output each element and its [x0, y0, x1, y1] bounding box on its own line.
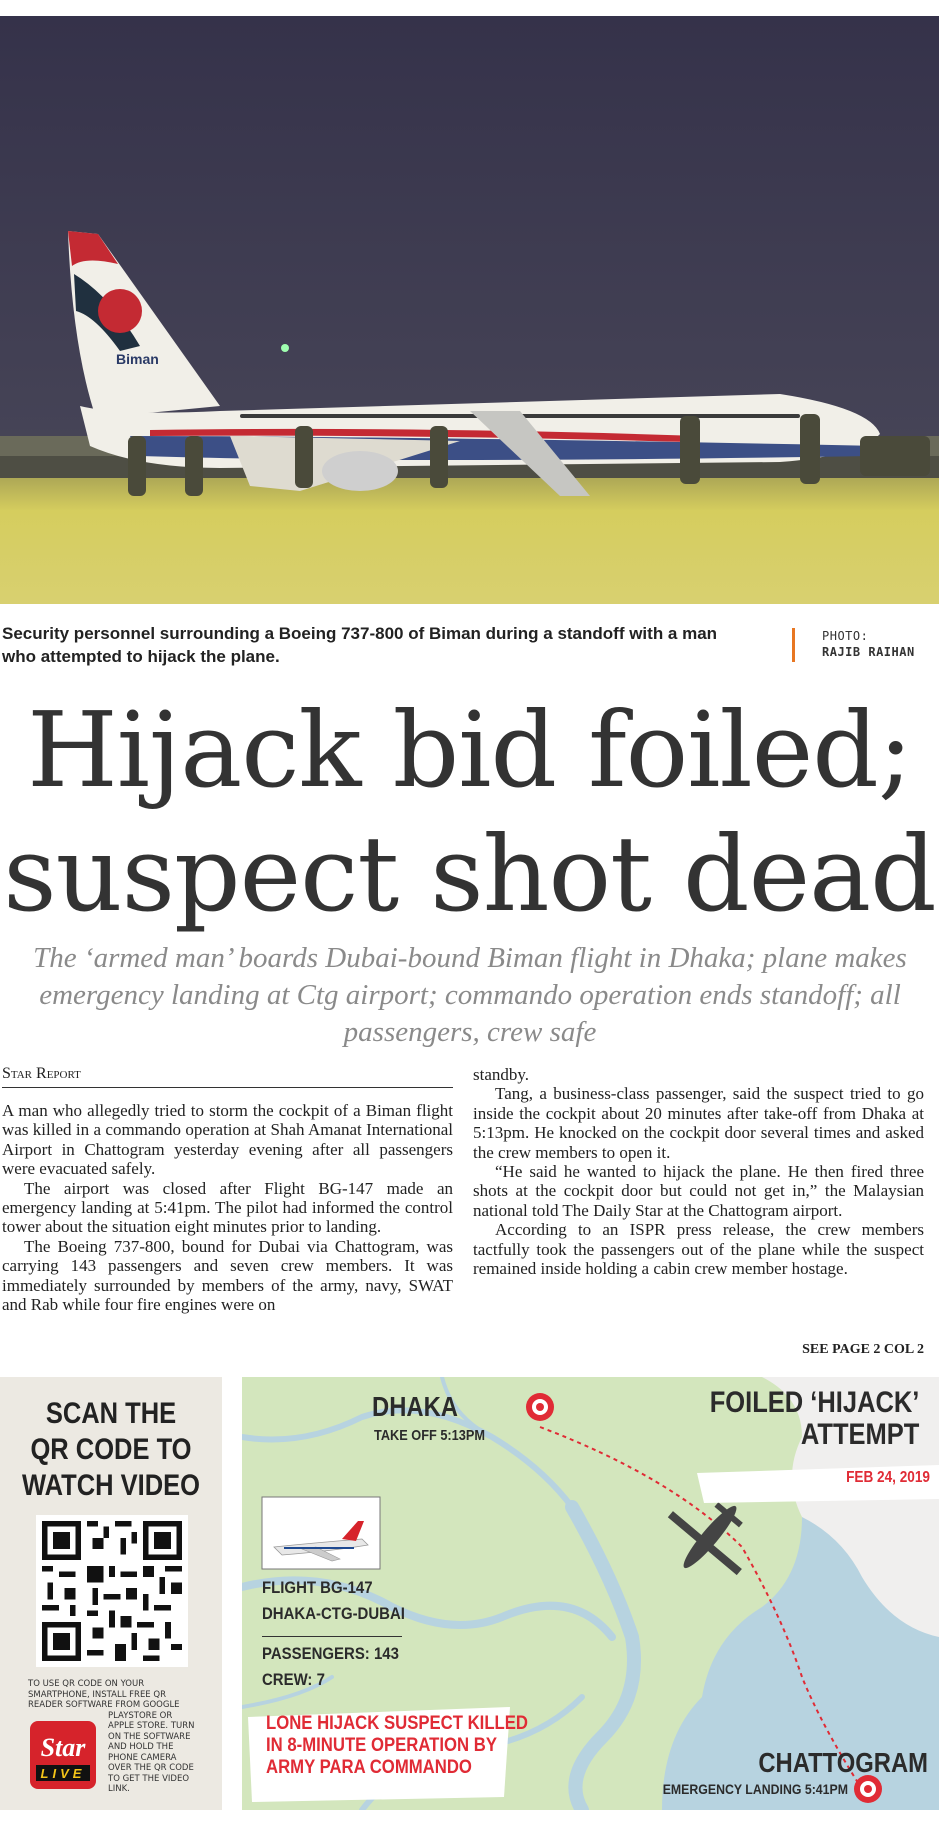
- map-date: FEB 24, 2019: [846, 1469, 930, 1486]
- paragraph: A man who allegedly tried to storm the cockpit of a Biman flight was killed in a commando operation at Shah Amanat International Airport in Chattogram yesterday evening after all passengers were evacuated safely.: [2, 1101, 453, 1179]
- flight-info: [262, 1575, 405, 1627]
- chattogram-detail: EMERGENCY LANDING 5:41PM: [662, 1781, 848, 1797]
- photo-credit-label: PHOTO:: [822, 629, 869, 643]
- map-callout-line: IN 8-MINUTE OPERATION BY: [266, 1735, 497, 1756]
- flight-number: FLIGHT BG-147: [262, 1578, 373, 1597]
- byline: Star Report: [2, 1065, 453, 1088]
- dhaka-label: DHAKA: [372, 1391, 458, 1422]
- crew-count: CREW: 7: [262, 1670, 325, 1689]
- flight-info-divider: [262, 1636, 402, 1637]
- headline-line-2: suspect shot dead: [3, 813, 936, 935]
- news-photo: [0, 16, 939, 604]
- map-title: [678, 1387, 919, 1451]
- flight-route: DHAKA-CTG-DUBAI: [262, 1604, 405, 1623]
- photo-credit: [822, 628, 915, 660]
- map-callout: [266, 1713, 528, 1779]
- map-callout-line: ARMY PARA COMMANDO: [266, 1757, 472, 1778]
- paragraph: standby.: [473, 1065, 530, 1084]
- paragraph: The airport was closed after Flight BG-147 made an emergency landing at 5:41pm. The pilot had informed the control tower about the situation eight minutes prior to landing.: [2, 1178, 453, 1237]
- logo-star-text: Star: [40, 1733, 86, 1762]
- star-live-logo[interactable]: [30, 1721, 96, 1789]
- headline: [0, 688, 939, 936]
- paragraph: Tang, a business-class passenger, said the suspect tried to go inside the cockpit about 20 minutes after take-off from Dhaka at 5:13pm. He knocked on the cockpit door several times and asked the crew members to open it.: [473, 1084, 924, 1162]
- logo-live-text: LIVE: [40, 1766, 86, 1781]
- dhaka-marker[interactable]: [526, 1393, 554, 1421]
- chattogram-marker[interactable]: [854, 1775, 882, 1803]
- continued-notice[interactable]: SEE PAGE 2 COL 2: [802, 1342, 924, 1357]
- photo-caption: Security personnel surrounding a Boeing 737-800 of Biman during a standoff with a man who attempted to hijack the plane.: [2, 624, 718, 666]
- dhaka-detail: TAKE OFF 5:13PM: [374, 1427, 485, 1444]
- qr-instructions-text: TO USE QR CODE ON YOUR SMARTPHONE, INSTALL FREE QR READER SOFTWARE FROM GOOGLE: [28, 1679, 180, 1710]
- chattogram-label: CHATTOGRAM: [758, 1747, 928, 1778]
- qr-title-line: QR CODE TO: [30, 1433, 192, 1466]
- paragraph: The Boeing 737-800, bound for Dubai via Chattogram, was carrying 143 passengers and seven crew members. It was immediately surrounded by members of the army, navy, SWAT and Rab while four fire engines were on: [2, 1236, 453, 1315]
- map-callout-line: LONE HIJACK SUSPECT KILLED: [266, 1713, 528, 1734]
- passenger-info: [262, 1641, 399, 1693]
- livery-text: Biman: [116, 351, 159, 367]
- credit-divider: [792, 628, 795, 662]
- passenger-count: PASSENGERS: 143: [262, 1644, 399, 1663]
- qr-title-line: WATCH VIDEO: [21, 1469, 201, 1502]
- paragraph: “He said he wanted to hijack the plane. He then fired three shots at the cockpit door but could not get in,” the Malaysian national told The Daily Star at the Chattogram airport.: [473, 1162, 924, 1220]
- map-title-line: FOILED ‘HIJACK’: [709, 1386, 920, 1419]
- article-column-2: [473, 1065, 924, 1278]
- qr-title: [17, 1396, 206, 1504]
- headline-line-1: Hijack bid foiled;: [27, 689, 912, 811]
- subheadline: The ‘armed man’ boards Dubai-bound Biman flight in Dhaka; plane makes emergency landing at Ctg airport; commando operation ends standoff; all passengers, crew safe: [33, 942, 907, 1048]
- qr-code[interactable]: [36, 1515, 188, 1667]
- qr-instructions-text: PLAYSTORE OR APPLE STORE. TURN ON THE SOFTWARE AND HOLD THE PHONE CAMERA OVER THE QR CODE TO GET THE VIDEO LINK.: [108, 1710, 195, 1794]
- qr-title-line: SCAN THE: [45, 1397, 177, 1430]
- map-title-line: ATTEMPT: [800, 1418, 920, 1451]
- photo-credit-name: RAJIB RAIHAN: [822, 645, 915, 659]
- paragraph: According to an ISPR press release, the crew members tactfully took the passengers out of the plane while the suspect remained inside holding a cabin crew member hostage.: [473, 1220, 924, 1279]
- route-map: [242, 1377, 939, 1810]
- article-column-1: [2, 1101, 453, 1314]
